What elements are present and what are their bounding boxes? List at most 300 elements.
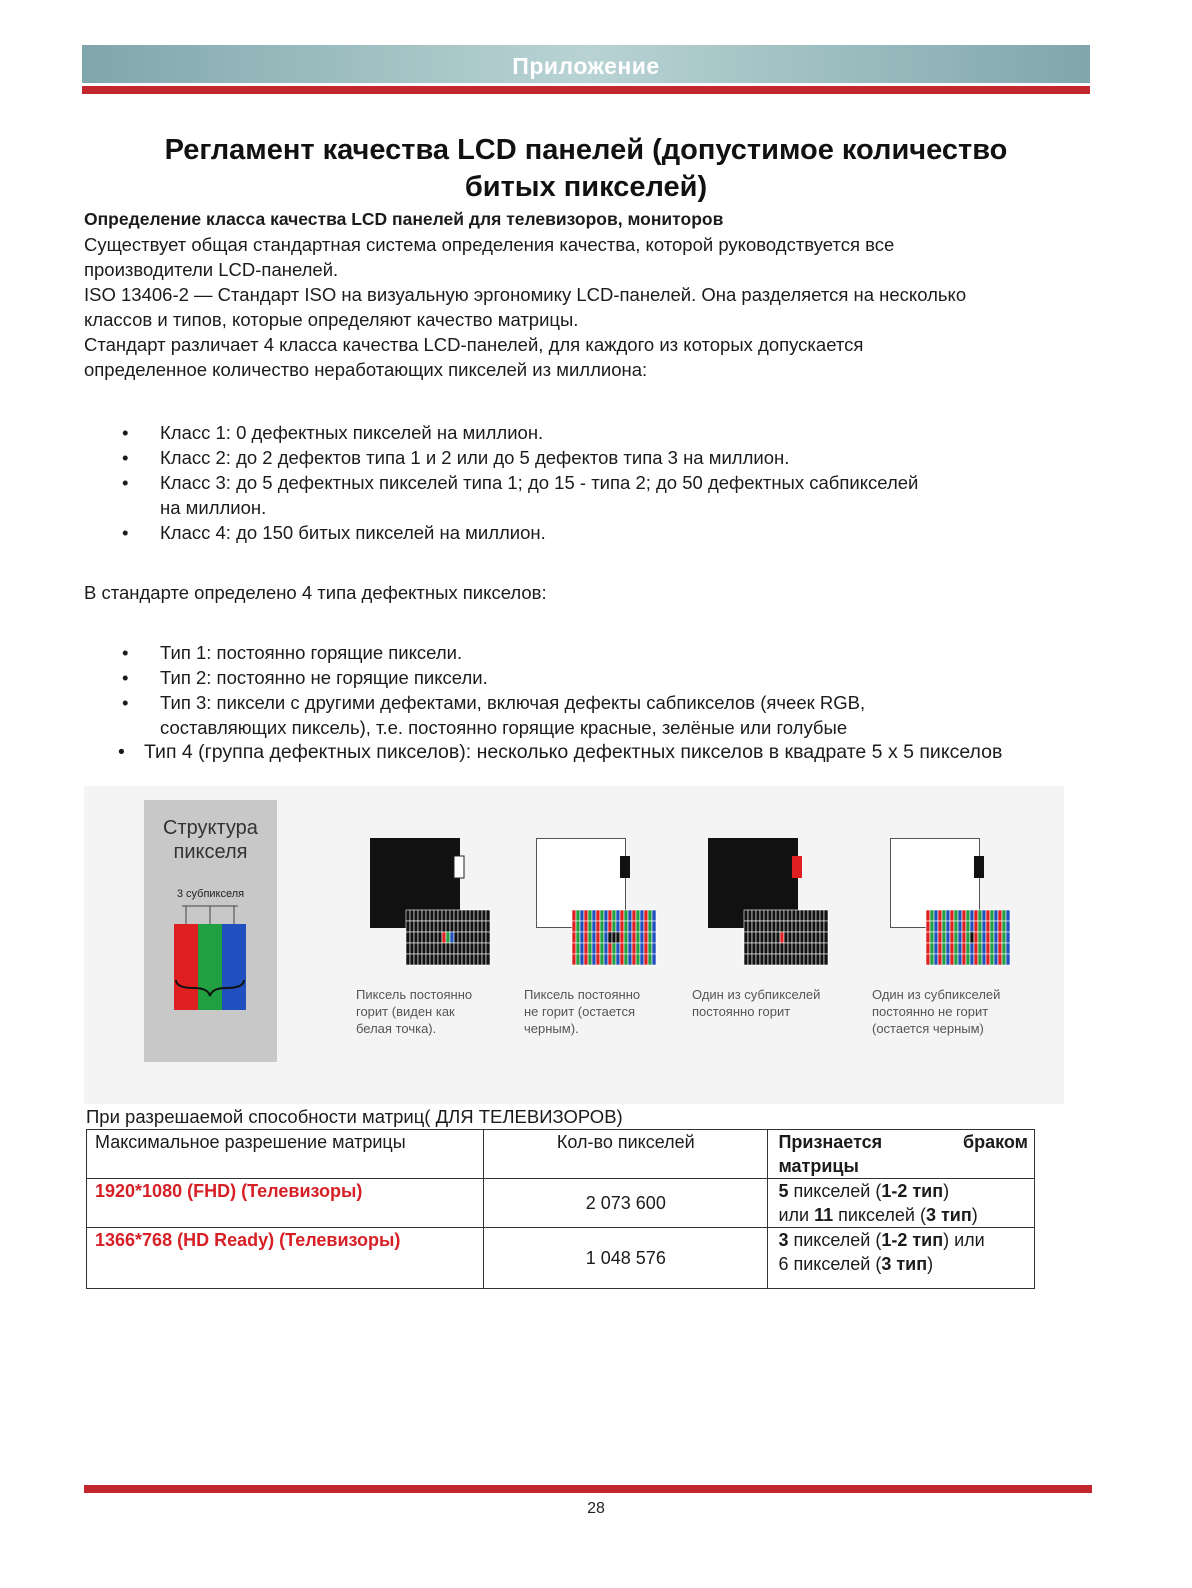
subpixel-cell bbox=[756, 954, 760, 965]
subpixel-cell bbox=[612, 954, 616, 965]
subpixel-cell bbox=[636, 954, 640, 965]
subpixel-cell bbox=[486, 943, 490, 954]
subpixel-cell bbox=[954, 921, 958, 932]
subpixel-cell bbox=[958, 910, 962, 921]
subpixel-cell bbox=[930, 954, 934, 965]
subpixel-cell bbox=[938, 932, 942, 943]
subpixel-cell bbox=[620, 921, 624, 932]
subpixel-cell bbox=[632, 954, 636, 965]
subpixel-cell bbox=[466, 932, 470, 943]
subpixel-cell bbox=[624, 943, 628, 954]
subpixel-cell bbox=[644, 921, 648, 932]
subpixel-cell bbox=[970, 943, 974, 954]
subpixel-cell bbox=[938, 910, 942, 921]
subpixel-cell bbox=[752, 910, 756, 921]
subpixel-cell bbox=[982, 910, 986, 921]
subpixel-cell bbox=[640, 943, 644, 954]
subpixel-cell bbox=[462, 954, 466, 965]
subpixel-cell bbox=[820, 910, 824, 921]
caption-type3-dark: Один из субпикселей постоянно не горит (остается черным) bbox=[872, 987, 1001, 1036]
subpixel-cell bbox=[800, 943, 804, 954]
subpixel-cell bbox=[942, 910, 946, 921]
subpixel-cell bbox=[816, 943, 820, 954]
subpixel-cell bbox=[458, 921, 462, 932]
subpixel-cell bbox=[1002, 921, 1006, 932]
subpixel-cell bbox=[756, 943, 760, 954]
subpixel-cell bbox=[596, 954, 600, 965]
subpixel-cell bbox=[796, 910, 800, 921]
class-list bbox=[84, 420, 1084, 545]
header-pixels: Кол-во пикселей bbox=[484, 1130, 768, 1179]
subpixel-cell bbox=[466, 943, 470, 954]
subpixel-cell bbox=[478, 943, 482, 954]
subpixel-cell bbox=[752, 921, 756, 932]
subpixel-cell bbox=[430, 910, 434, 921]
subpixel-cell bbox=[942, 932, 946, 943]
subpixel-cell bbox=[450, 954, 454, 965]
subpixel-cell bbox=[652, 910, 656, 921]
subpixel-cell bbox=[756, 932, 760, 943]
subpixel-cell bbox=[648, 910, 652, 921]
subpixel-cell bbox=[414, 921, 418, 932]
subpixel-cell bbox=[998, 921, 1002, 932]
subpixel-cell bbox=[966, 943, 970, 954]
table-caption: При разрешаемой способности матриц( ДЛЯ ТЕЛЕВИЗОРОВ) bbox=[86, 1106, 623, 1127]
subpixel-cell bbox=[620, 910, 624, 921]
subpixel-cell bbox=[422, 954, 426, 965]
subpixel-cell bbox=[796, 921, 800, 932]
subpixel-cell bbox=[636, 921, 640, 932]
subpixel-cell bbox=[482, 910, 486, 921]
subpixel-cell bbox=[934, 943, 938, 954]
subpixel-cell bbox=[1002, 932, 1006, 943]
list-item: • Тип 2: постоянно не горящие пиксели. bbox=[122, 667, 488, 688]
subpixel-cell bbox=[418, 910, 422, 921]
subpixel-cell bbox=[454, 943, 458, 954]
subpixel-cell bbox=[596, 910, 600, 921]
subpixel-cell bbox=[784, 954, 788, 965]
subpixel-cell bbox=[426, 932, 430, 943]
subpixel-cell bbox=[616, 921, 620, 932]
subpixel-cell bbox=[982, 932, 986, 943]
subpixel-cell bbox=[776, 943, 780, 954]
paragraph-3a: Стандарт различает 4 класса качества LCD-панелей, для каждого из которых допускается bbox=[84, 334, 864, 355]
defect-type3-lit-illustration bbox=[708, 838, 838, 973]
list-item: • Тип 1: постоянно горящие пиксели. bbox=[122, 642, 463, 663]
subpixel-cell bbox=[768, 943, 772, 954]
page-title-line2: битых пикселей) bbox=[464, 171, 708, 203]
subpixel-cell bbox=[418, 932, 422, 943]
subpixel-cell bbox=[994, 943, 998, 954]
subpixel-cell bbox=[474, 932, 478, 943]
subpixel-cell bbox=[414, 910, 418, 921]
pixel-structure-box bbox=[144, 800, 277, 1062]
subpixel-cell bbox=[784, 932, 788, 943]
subpixel-cell bbox=[426, 921, 430, 932]
subpixel-cell bbox=[966, 932, 970, 943]
table-header-row bbox=[87, 1130, 1035, 1179]
subpixel-cell bbox=[446, 943, 450, 954]
subpixel-cell bbox=[930, 943, 934, 954]
subpixel-cell bbox=[958, 932, 962, 943]
subpixel-cell bbox=[438, 910, 442, 921]
subpixel-cell bbox=[792, 954, 796, 965]
subpixel-cell bbox=[438, 943, 442, 954]
subpixel-cell bbox=[760, 943, 764, 954]
subpixel-cell bbox=[764, 910, 768, 921]
subpixel-cell bbox=[808, 921, 812, 932]
subpixel-cell bbox=[474, 910, 478, 921]
subpixel-cell bbox=[632, 943, 636, 954]
type-list bbox=[84, 640, 1084, 765]
subpixel-cell bbox=[966, 910, 970, 921]
subpixel-cell bbox=[982, 921, 986, 932]
subpixel-cell bbox=[624, 932, 628, 943]
subpixel-cell bbox=[478, 910, 482, 921]
paragraph-3b: определенное количество неработающих пикселей из миллиона: bbox=[84, 359, 648, 380]
subpixel-cell bbox=[458, 943, 462, 954]
subpixel-cell bbox=[588, 943, 592, 954]
subpixel-cell bbox=[430, 921, 434, 932]
subpixel-cell bbox=[756, 910, 760, 921]
subpixel-cell bbox=[950, 921, 954, 932]
subpixel-cell bbox=[824, 954, 828, 965]
subpixel-cell bbox=[970, 921, 974, 932]
subpixel-cell bbox=[788, 921, 792, 932]
subpixel-cell bbox=[462, 921, 466, 932]
subpixel-cell bbox=[938, 943, 942, 954]
subpixel-cell bbox=[938, 954, 942, 965]
subpixel-cell bbox=[788, 954, 792, 965]
subpixel-cell bbox=[930, 932, 934, 943]
subpixel-cell bbox=[434, 954, 438, 965]
subpixel-cell bbox=[600, 943, 604, 954]
subpixel-cell bbox=[796, 954, 800, 965]
subpixel-cell bbox=[482, 954, 486, 965]
subpixel-cell bbox=[450, 932, 454, 943]
subpixel-cell bbox=[628, 943, 632, 954]
subpixel-cell bbox=[1006, 954, 1010, 965]
rgb-subpixels-graphic bbox=[144, 800, 277, 1062]
subpixel-cell bbox=[442, 932, 446, 943]
subpixel-cell bbox=[644, 910, 648, 921]
subpixel-cell bbox=[994, 921, 998, 932]
subpixel-cell bbox=[788, 943, 792, 954]
subpixel-cell bbox=[958, 954, 962, 965]
subpixel-cell bbox=[796, 943, 800, 954]
subpixel-cell bbox=[942, 954, 946, 965]
subpixel-cell bbox=[580, 943, 584, 954]
paragraph-1b: производители LCD-панелей. bbox=[84, 259, 339, 280]
subpixel-cell bbox=[482, 943, 486, 954]
subpixel-cell bbox=[608, 921, 612, 932]
subpixel-cell bbox=[596, 932, 600, 943]
list-item: • Класс 3: до 5 дефектных пикселей типа 1; до 15 - типа 2; до 50 дефектных сабпикселей bbox=[122, 472, 919, 493]
pixels-cell: 2 073 600 bbox=[484, 1179, 768, 1228]
subpixel-cell bbox=[612, 921, 616, 932]
subpixel-cell bbox=[982, 954, 986, 965]
subpixel-cell bbox=[752, 932, 756, 943]
subpixel-cell bbox=[986, 943, 990, 954]
defect-type3-dark-illustration bbox=[890, 838, 1020, 973]
subpixel-cell bbox=[978, 954, 982, 965]
subpixel-cell bbox=[572, 932, 576, 943]
subpixel-cell bbox=[752, 954, 756, 965]
subpixel-cell bbox=[442, 910, 446, 921]
defect-cell: 3 пикселей (1-2 тип) или 6 пикселей (3 тип) bbox=[768, 1228, 1035, 1289]
subpixel-cell bbox=[652, 921, 656, 932]
list-item: • Тип 3: пиксели с другими дефектами, включая дефекты сабпикселов (ячеек RGB, bbox=[122, 692, 866, 713]
subpixel-cell bbox=[764, 954, 768, 965]
subpixel-cell bbox=[1006, 910, 1010, 921]
subpixel-cell bbox=[462, 943, 466, 954]
subpixel-cell bbox=[426, 910, 430, 921]
subpixel-cell bbox=[640, 910, 644, 921]
subpixel-cell bbox=[580, 921, 584, 932]
subpixel-cell bbox=[592, 932, 596, 943]
subpixel-cell bbox=[462, 910, 466, 921]
subpixel-cell bbox=[926, 921, 930, 932]
subpixel-cell bbox=[926, 954, 930, 965]
subpixel-cell bbox=[930, 921, 934, 932]
list-item-continuation: составляющих пиксель), т.е. постоянно горящие красные, зелёные или голубые bbox=[160, 717, 848, 738]
pixel-structure-figure bbox=[84, 786, 1064, 1104]
subpixel-cell bbox=[998, 954, 1002, 965]
subpixel-cell bbox=[768, 954, 772, 965]
subpixel-cell bbox=[406, 910, 410, 921]
subpixel-cell bbox=[454, 954, 458, 965]
subpixel-cell bbox=[800, 932, 804, 943]
subpixel-cell bbox=[812, 910, 816, 921]
resolution-cell: 1366*768 (HD Ready) (Телевизоры) bbox=[87, 1228, 484, 1289]
subpixel-cell bbox=[414, 954, 418, 965]
subpixel-cell bbox=[950, 932, 954, 943]
subpixel-cell bbox=[636, 932, 640, 943]
subpixel-cell bbox=[576, 921, 580, 932]
subpixel-cell bbox=[600, 954, 604, 965]
header-divider bbox=[82, 86, 1090, 94]
subpixel-cell bbox=[584, 932, 588, 943]
subpixel-cell bbox=[426, 954, 430, 965]
subpixel-cell bbox=[442, 943, 446, 954]
subpixel-cell bbox=[596, 921, 600, 932]
subpixel-cell bbox=[648, 943, 652, 954]
subpixel-cell bbox=[772, 921, 776, 932]
subpixel-cell bbox=[994, 954, 998, 965]
subpixel-cell bbox=[470, 943, 474, 954]
subpixel-cell bbox=[808, 954, 812, 965]
subpixel-cell bbox=[482, 932, 486, 943]
subpixel-cell bbox=[974, 932, 978, 943]
subpixel-cell bbox=[970, 954, 974, 965]
subpixel-cell bbox=[796, 932, 800, 943]
subpixel-cell bbox=[978, 910, 982, 921]
subpixel-cell bbox=[620, 954, 624, 965]
subpixel-cell bbox=[812, 954, 816, 965]
subpixel-cell bbox=[482, 921, 486, 932]
subpixel-cell bbox=[946, 943, 950, 954]
subpixel-cell bbox=[776, 932, 780, 943]
subpixel-cell bbox=[410, 954, 414, 965]
subpixel-cell bbox=[946, 932, 950, 943]
subpixel-cell bbox=[780, 921, 784, 932]
subpixel-cell bbox=[744, 943, 748, 954]
subpixel-cell bbox=[764, 932, 768, 943]
subpixel-cell bbox=[788, 910, 792, 921]
subpixel-cell bbox=[406, 921, 410, 932]
subpixel-cell bbox=[438, 921, 442, 932]
subpixel-cell bbox=[454, 932, 458, 943]
subpixel-cell bbox=[616, 910, 620, 921]
subpixel-cell bbox=[744, 910, 748, 921]
subpixel-cell bbox=[616, 943, 620, 954]
subpixel-cell bbox=[772, 954, 776, 965]
subpixel-cell bbox=[572, 954, 576, 965]
subpixel-cell bbox=[628, 910, 632, 921]
subpixel-cell bbox=[930, 910, 934, 921]
subpixel-cell bbox=[584, 943, 588, 954]
subpixel-cell bbox=[748, 910, 752, 921]
subpixel-cell bbox=[600, 932, 604, 943]
subpixel-cell bbox=[784, 910, 788, 921]
subpixel-cell bbox=[934, 921, 938, 932]
subpixel-cell bbox=[748, 943, 752, 954]
subpixel-cell bbox=[1002, 910, 1006, 921]
subpixel-cell bbox=[974, 910, 978, 921]
subpixel-cell bbox=[628, 921, 632, 932]
subpixel-cell bbox=[410, 943, 414, 954]
subpixel-cell bbox=[934, 954, 938, 965]
page-title-line1: Регламент качества LCD панелей (допустимое количество bbox=[164, 134, 1008, 166]
subpixel-cell bbox=[804, 921, 808, 932]
subpixel-cell bbox=[768, 921, 772, 932]
subpixel-cell bbox=[824, 910, 828, 921]
subpixel-cell bbox=[768, 910, 772, 921]
subpixel-cell bbox=[792, 910, 796, 921]
subpixel-cell bbox=[640, 954, 644, 965]
subpixel-cell bbox=[812, 921, 816, 932]
subpixel-cell bbox=[784, 943, 788, 954]
subpixel-cell bbox=[640, 921, 644, 932]
subpixel-cell bbox=[808, 943, 812, 954]
header-resolution: Максимальное разрешение матрицы bbox=[87, 1130, 484, 1179]
subpixel-cell bbox=[820, 943, 824, 954]
subpixel-cell bbox=[1006, 921, 1010, 932]
subpixel-cell bbox=[592, 954, 596, 965]
subpixel-cell bbox=[648, 932, 652, 943]
page-title bbox=[82, 132, 1090, 206]
caption-type1: Пиксель постоянно горит (виден как белая точка). bbox=[356, 987, 473, 1036]
subpixel-cell bbox=[648, 921, 652, 932]
subpixel-cell bbox=[458, 954, 462, 965]
subpixel-cell bbox=[1006, 943, 1010, 954]
subpixel-cell bbox=[442, 954, 446, 965]
list-item: • Тип 4 (группа дефектных пикселов): несколько дефектных пикселов в квадрате 5 х 5 пикселов bbox=[118, 741, 1003, 763]
subpixel-cell bbox=[450, 921, 454, 932]
subpixel-cell bbox=[780, 932, 784, 943]
subpixel-cell bbox=[414, 932, 418, 943]
subpixel-cell bbox=[760, 932, 764, 943]
subpixel-cell bbox=[744, 954, 748, 965]
subpixel-cell bbox=[950, 943, 954, 954]
subpixel-cell bbox=[772, 943, 776, 954]
subpixel-cell bbox=[470, 921, 474, 932]
defect-type2-illustration bbox=[536, 838, 666, 973]
subpixel-cell bbox=[990, 910, 994, 921]
subpixel-cell bbox=[454, 910, 458, 921]
subpixel-cell bbox=[812, 943, 816, 954]
subpixel-cell bbox=[430, 943, 434, 954]
subpixel-cell bbox=[804, 932, 808, 943]
list-item: • Класс 4: до 150 битых пикселей на миллион. bbox=[122, 522, 546, 543]
subpixel-cell bbox=[628, 954, 632, 965]
subpixel-cell bbox=[422, 932, 426, 943]
subpixel-cell bbox=[966, 954, 970, 965]
subpixel-cell bbox=[962, 921, 966, 932]
subpixel-cell bbox=[608, 943, 612, 954]
subpixel-cell bbox=[934, 932, 938, 943]
subpixel-cell bbox=[974, 921, 978, 932]
subpixel-cell bbox=[604, 921, 608, 932]
subpixel-cell bbox=[962, 910, 966, 921]
subpixel-cell bbox=[474, 954, 478, 965]
list-item: • Класс 1: 0 дефектных пикселей на миллион. bbox=[122, 422, 544, 443]
subpixel-cell bbox=[776, 921, 780, 932]
caption-type2: Пиксель постоянно не горит (остается черным). bbox=[524, 987, 641, 1036]
subpixel-cell bbox=[462, 932, 466, 943]
subpixel-cell bbox=[442, 921, 446, 932]
subpixel-cell bbox=[422, 921, 426, 932]
subpixel-cell bbox=[458, 910, 462, 921]
subpixel-cell bbox=[804, 943, 808, 954]
subpixel-cell bbox=[986, 954, 990, 965]
subpixel-cell bbox=[792, 932, 796, 943]
subpixel-cell bbox=[576, 943, 580, 954]
subpixel-cell bbox=[780, 954, 784, 965]
subpixel-cell bbox=[958, 921, 962, 932]
subpixel-cell bbox=[792, 943, 796, 954]
table-row bbox=[87, 1179, 1035, 1228]
subpixel-cell bbox=[466, 921, 470, 932]
subpixel-cell bbox=[760, 921, 764, 932]
subpixel-cell bbox=[474, 921, 478, 932]
subpixel-cell bbox=[612, 943, 616, 954]
subpixel-cell bbox=[430, 932, 434, 943]
subpixel-cell bbox=[926, 910, 930, 921]
subpixel-cell bbox=[616, 954, 620, 965]
subpixel-cell bbox=[820, 954, 824, 965]
subpixel-cell bbox=[982, 943, 986, 954]
subpixel-cell bbox=[934, 910, 938, 921]
subpixel-cell bbox=[808, 910, 812, 921]
subpixel-cell bbox=[816, 954, 820, 965]
subpixel-cell bbox=[620, 932, 624, 943]
subpixel-cell bbox=[632, 932, 636, 943]
subpixel-cell bbox=[450, 910, 454, 921]
subpixel-cell bbox=[478, 932, 482, 943]
subpixel-cell bbox=[824, 943, 828, 954]
subpixel-cell bbox=[576, 954, 580, 965]
subpixel-cell bbox=[422, 910, 426, 921]
subpixel-cell bbox=[970, 932, 974, 943]
subpixel-cell bbox=[990, 921, 994, 932]
subpixel-cell bbox=[652, 932, 656, 943]
subpixel-cell bbox=[974, 943, 978, 954]
subpixel-cell bbox=[820, 921, 824, 932]
subpixel-cell bbox=[780, 943, 784, 954]
subpixel-cell bbox=[604, 910, 608, 921]
subpixel-cell bbox=[584, 921, 588, 932]
